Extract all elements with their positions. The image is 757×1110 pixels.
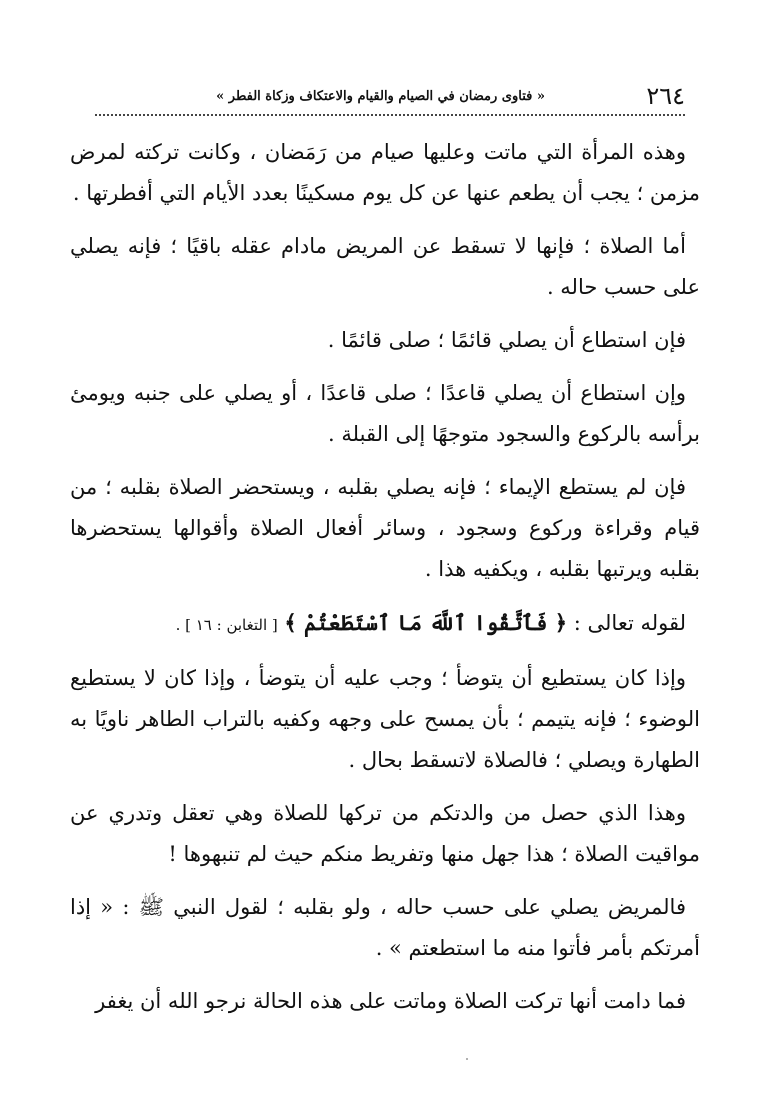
paragraph: فإن لم يستطع الإيماء ؛ فإنه يصلي بقلبه ، ويستحضر الصلاة بقلبه ؛ من قيام وقراءة وركوع وسجود ، وسائر أفعال الصلاة وأقوالها يستحضرها بقلبه ويرتبها بقلبه ، ويكفيه هذا . xyxy=(70,475,700,581)
quran-quote xyxy=(70,602,700,646)
paragraph: وإن استطاع أن يصلي قاعدًا ؛ صلى قاعدًا ، أو يصلي على جنبه ويومئ برأسه بالركوع والسجود متوجهًا إلى القبلة . xyxy=(70,381,700,446)
body-text xyxy=(70,132,700,1034)
header-divider xyxy=(95,114,685,116)
quote-intro: لقوله تعالى : xyxy=(573,611,686,635)
ayah-reference: [ التغابن : ١٦ ] . xyxy=(175,616,278,634)
ayah-text: ﴿ فَٱتَّقُوا ٱللَّهَ مَا ٱسْتَطَعْتُمْ ﴾ xyxy=(284,610,568,635)
running-title: « فتاوى رمضان في الصيام والقيام والاعتكاف وزكاة الفطر » xyxy=(216,89,545,104)
paragraph: فإن استطاع أن يصلي قائمًا ؛ صلى قائمًا . xyxy=(327,328,686,352)
paragraph: أما الصلاة ؛ فإنها لا تسقط عن المريض مادام عقله باقيًا ؛ فإنه يصلي على حسب حاله . xyxy=(70,234,700,299)
scan-speck xyxy=(466,1058,468,1060)
paragraph: فما دامت أنها تركت الصلاة وماتت على هذه الحالة نرجو الله أن يغفر xyxy=(95,989,686,1013)
paragraph: وهذا الذي حصل من والدتكم من تركها للصلاة وهي تعقل وتدري عن مواقيت الصلاة ؛ هذا جهل منها وتفريط منكم حيث لم تنبهوها ! xyxy=(70,801,700,866)
paragraph: وإذا كان يستطيع أن يتوضأ ؛ وجب عليه أن يتوضأ ، وإذا كان لا يستطيع الوضوء ؛ فإنه يتيمم ؛ بأن يمسح على وجهه وكفيه بالتراب الطاهر ناويًا به الطهارة ويصلي ؛ فالصلاة لاتسقط بحال . xyxy=(70,666,700,772)
page-header xyxy=(95,82,685,112)
page-number: ٢٦٤ xyxy=(646,82,685,110)
paragraph: وهذه المرأة التي ماتت وعليها صيام من رَمَضان ، وكانت تركته لمرض مزمن ؛ يجب أن يطعم عنها عن كل يوم مسكينًا بعدد الأيام التي أفطرتها . xyxy=(70,140,700,205)
paragraph: فالمريض يصلي على حسب حاله ، ولو بقلبه ؛ لقول النبي ﷺ : « إذا أمرتكم بأمر فأتوا منه ما استطعتم » . xyxy=(70,895,700,960)
